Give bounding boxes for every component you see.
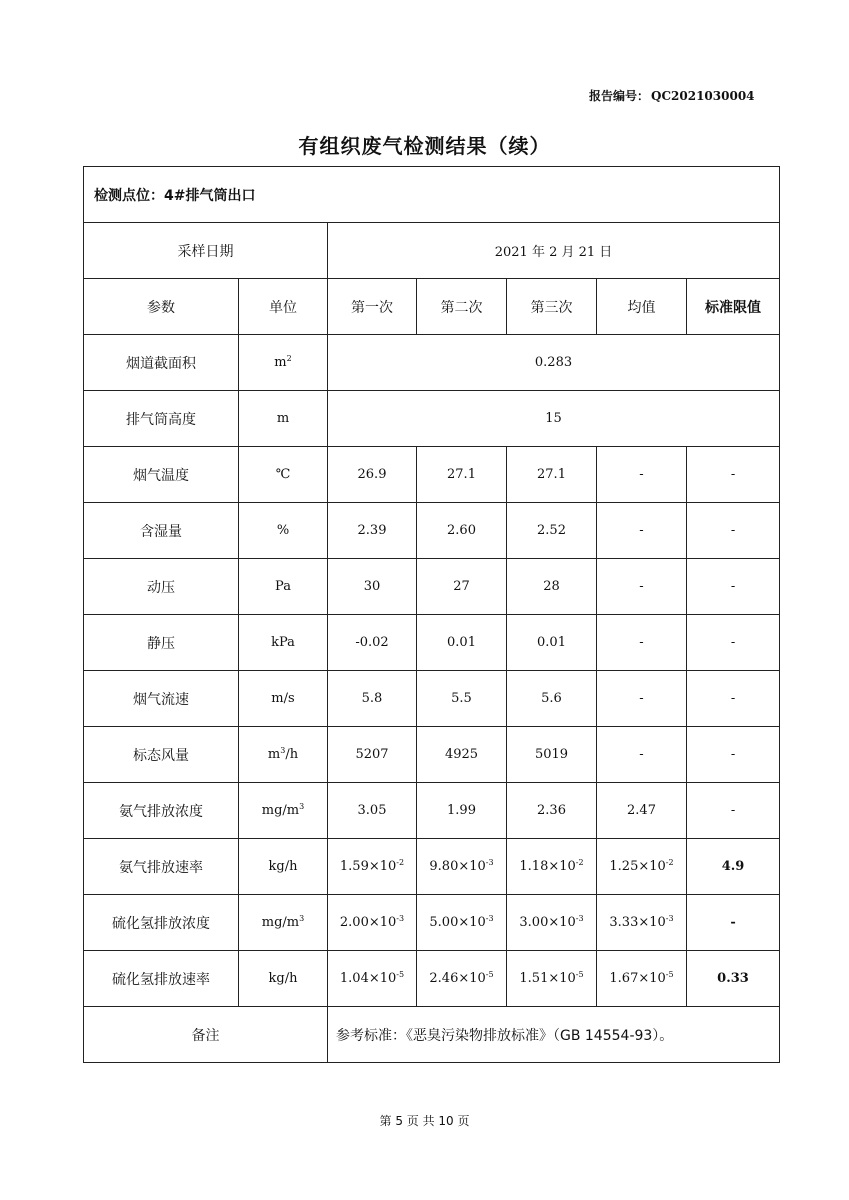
unit-superscript: 3 [299, 802, 305, 811]
mantissa: 5.00×10 [429, 915, 486, 930]
value-cell: 4925 [417, 727, 507, 783]
table-row [84, 391, 780, 447]
param-cell: 动压 [84, 559, 239, 615]
unit-cell: kg/h [239, 839, 328, 895]
unit-cell: m [239, 391, 328, 447]
value-cell [328, 839, 417, 895]
avg-cell [597, 895, 687, 951]
exponent: -3 [575, 914, 584, 923]
remarks-text: 参考标准：《恶臭污染物排放标准》（GB 14554-93）。 [328, 1007, 780, 1063]
value-cell [507, 951, 597, 1007]
unit-base: mg/m [261, 915, 300, 930]
exponent: -5 [396, 970, 405, 979]
avg-cell [597, 951, 687, 1007]
unit-base: m [274, 355, 287, 370]
unit-cell: % [239, 503, 328, 559]
table-row [84, 951, 780, 1007]
unit-superscript: 3 [299, 914, 305, 923]
exponent: -5 [485, 970, 494, 979]
avg-cell [597, 839, 687, 895]
table-row [84, 671, 780, 727]
header-row [84, 279, 780, 335]
sampling-date-value: 2021 年 2 月 21 日 [328, 223, 780, 279]
value-cell: 27.1 [417, 447, 507, 503]
exponent: -2 [396, 858, 405, 867]
value-cell: 2.52 [507, 503, 597, 559]
param-cell: 排气筒高度 [84, 391, 239, 447]
limit-cell: 0.33 [687, 951, 780, 1007]
mantissa: 3.00×10 [519, 915, 576, 930]
mantissa: 9.80×10 [429, 859, 486, 874]
limit-cell: 4.9 [687, 839, 780, 895]
unit-cell: kPa [239, 615, 328, 671]
exponent: -3 [485, 858, 494, 867]
unit-base: mg/m [261, 803, 300, 818]
page-footer: 第 5 页 共 10 页 [379, 1114, 470, 1128]
results-table [83, 166, 780, 1063]
limit-cell: - [687, 615, 780, 671]
limit-cell: - [687, 671, 780, 727]
avg-cell: - [597, 559, 687, 615]
value-cell: 30 [328, 559, 417, 615]
remarks-row [84, 1007, 780, 1063]
value-cell: 1.99 [417, 783, 507, 839]
value-cell [417, 895, 507, 951]
location-row [84, 167, 780, 223]
header-second: 第二次 [417, 279, 507, 335]
unit-cell [239, 727, 328, 783]
avg-cell: - [597, 503, 687, 559]
report-number [589, 87, 755, 104]
sampling-date-row [84, 223, 780, 279]
unit-tail: /h [285, 747, 299, 762]
header-unit: 单位 [239, 279, 328, 335]
table-row [84, 447, 780, 503]
value-cell: 0.283 [328, 335, 780, 391]
header-avg: 均值 [597, 279, 687, 335]
mantissa: 1.04×10 [339, 971, 397, 986]
mantissa: 1.59×10 [339, 859, 397, 874]
value-cell [417, 839, 507, 895]
value-cell: 0.01 [417, 615, 507, 671]
table-row [84, 335, 780, 391]
mantissa: 2.00×10 [339, 915, 397, 930]
sampling-date-label: 采样日期 [84, 223, 328, 279]
param-cell: 硫化氢排放浓度 [84, 895, 239, 951]
value-cell: 2.39 [328, 503, 417, 559]
param-cell: 氨气排放浓度 [84, 783, 239, 839]
table-row [84, 615, 780, 671]
table-row [84, 503, 780, 559]
mantissa: 1.67×10 [609, 971, 666, 986]
table-row [84, 839, 780, 895]
value-cell [507, 839, 597, 895]
avg-cell: 2.47 [597, 783, 687, 839]
unit-cell: m/s [239, 671, 328, 727]
param-cell: 标态风量 [84, 727, 239, 783]
value-cell [328, 951, 417, 1007]
header-first: 第一次 [328, 279, 417, 335]
table-row [84, 895, 780, 951]
unit-cell [239, 335, 328, 391]
limit-cell: - [687, 447, 780, 503]
param-cell: 静压 [84, 615, 239, 671]
limit-cell: - [687, 727, 780, 783]
table-row [84, 559, 780, 615]
param-cell: 烟道截面积 [84, 335, 239, 391]
mantissa: 3.33×10 [609, 915, 666, 930]
value-cell: 5207 [328, 727, 417, 783]
report-number-label: 报告编号： [589, 89, 650, 103]
param-cell: 硫化氢排放速率 [84, 951, 239, 1007]
value-cell: 2.36 [507, 783, 597, 839]
exponent: -3 [396, 914, 405, 923]
unit-cell: Pa [239, 559, 328, 615]
unit-cell [239, 783, 328, 839]
value-cell: 2.60 [417, 503, 507, 559]
value-cell: 5.6 [507, 671, 597, 727]
header-param: 参数 [84, 279, 239, 335]
value-cell: 5.5 [417, 671, 507, 727]
exponent: -2 [575, 858, 584, 867]
unit-cell: ℃ [239, 447, 328, 503]
exponent: -5 [665, 970, 674, 979]
value-cell: -0.02 [328, 615, 417, 671]
limit-cell: - [687, 559, 780, 615]
mantissa: 1.18×10 [519, 859, 576, 874]
mantissa: 2.46×10 [429, 971, 486, 986]
avg-cell: - [597, 727, 687, 783]
limit-cell: - [687, 503, 780, 559]
value-cell: 3.05 [328, 783, 417, 839]
avg-cell: - [597, 447, 687, 503]
unit-cell: kg/h [239, 951, 328, 1007]
param-cell: 烟气流速 [84, 671, 239, 727]
value-cell: 26.9 [328, 447, 417, 503]
table-row [84, 783, 780, 839]
exponent: -3 [665, 914, 674, 923]
mantissa: 1.51×10 [519, 971, 576, 986]
location-cell: 检测点位：4#排气筒出口 [84, 167, 780, 223]
table-row [84, 727, 780, 783]
param-cell: 烟气温度 [84, 447, 239, 503]
limit-cell: - [687, 895, 780, 951]
avg-cell: - [597, 615, 687, 671]
value-cell: 5019 [507, 727, 597, 783]
value-cell [417, 951, 507, 1007]
limit-cell: - [687, 783, 780, 839]
exponent: -5 [575, 970, 584, 979]
unit-cell [239, 895, 328, 951]
page-title: 有组织废气检测结果（续） [298, 134, 551, 158]
unit-base: m [267, 747, 281, 762]
exponent: -3 [485, 914, 494, 923]
mantissa: 1.25×10 [609, 859, 666, 874]
remarks-label: 备注 [84, 1007, 328, 1063]
report-number-value: QC2021030004 [651, 89, 755, 103]
param-cell: 氨气排放速率 [84, 839, 239, 895]
value-cell: 0.01 [507, 615, 597, 671]
header-limit: 标准限值 [687, 279, 780, 335]
value-cell: 27 [417, 559, 507, 615]
value-cell: 28 [507, 559, 597, 615]
unit-superscript: 2 [286, 354, 292, 363]
value-cell: 27.1 [507, 447, 597, 503]
value-cell [328, 895, 417, 951]
value-cell: 15 [328, 391, 780, 447]
value-cell [507, 895, 597, 951]
avg-cell: - [597, 671, 687, 727]
value-cell: 5.8 [328, 671, 417, 727]
param-cell: 含湿量 [84, 503, 239, 559]
header-third: 第三次 [507, 279, 597, 335]
unit-superscript: 3 [280, 746, 286, 755]
exponent: -2 [665, 858, 674, 867]
